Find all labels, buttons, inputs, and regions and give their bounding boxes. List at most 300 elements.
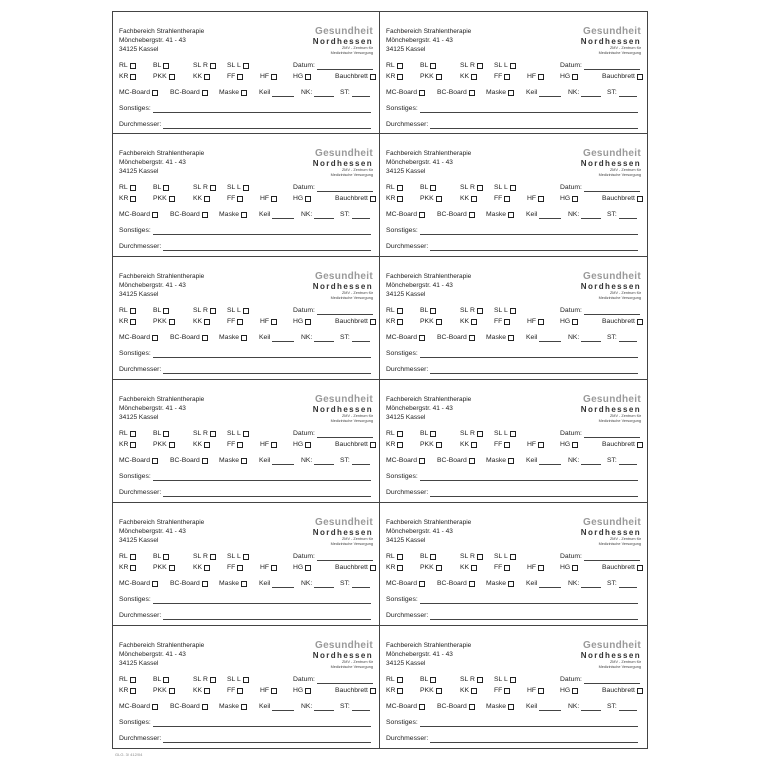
datum-line[interactable] — [584, 554, 640, 561]
st-field[interactable]: ST: — [340, 90, 370, 97]
keil-line[interactable] — [539, 581, 561, 588]
keil-line[interactable] — [539, 212, 561, 219]
checkbox-icon[interactable] — [471, 74, 477, 80]
bc-board-option[interactable]: BC-Board — [437, 581, 475, 588]
checkbox-icon[interactable] — [504, 74, 510, 80]
checkbox-icon[interactable] — [477, 308, 483, 314]
sonstiges-field[interactable]: Sonstiges: — [386, 228, 638, 235]
kk-option[interactable]: KK — [460, 319, 477, 326]
bauchbrett-option[interactable]: Bauchbrett — [602, 688, 643, 695]
sonstiges-field[interactable]: Sonstiges: — [119, 106, 371, 113]
rl-option[interactable]: RL — [386, 308, 403, 315]
checkbox-icon[interactable] — [477, 185, 483, 191]
keil-line[interactable] — [539, 704, 561, 711]
checkbox-icon[interactable] — [210, 308, 216, 314]
st-line[interactable] — [619, 704, 637, 711]
checkbox-icon[interactable] — [163, 677, 169, 683]
nk-line[interactable] — [581, 704, 601, 711]
checkbox-icon[interactable] — [508, 90, 514, 96]
checkbox-icon[interactable] — [271, 196, 277, 202]
checkbox-icon[interactable] — [637, 74, 643, 80]
st-line[interactable] — [619, 581, 637, 588]
checkbox-icon[interactable] — [241, 335, 247, 341]
kr-option[interactable]: KR — [386, 565, 403, 572]
checkbox-icon[interactable] — [397, 319, 403, 325]
bl-option[interactable]: BL — [420, 308, 436, 315]
durchmesser-line[interactable] — [430, 244, 638, 251]
checkbox-icon[interactable] — [430, 677, 436, 683]
checkbox-icon[interactable] — [243, 308, 249, 314]
bl-option[interactable]: BL — [153, 308, 169, 315]
keil-line[interactable] — [272, 458, 294, 465]
checkbox-icon[interactable] — [204, 565, 210, 571]
hg-option[interactable]: HG — [293, 319, 311, 326]
checkbox-icon[interactable] — [370, 442, 376, 448]
bc-board-option[interactable]: BC-Board — [170, 90, 208, 97]
pkk-option[interactable]: PKK — [420, 196, 442, 203]
nk-field[interactable]: NK: — [301, 704, 334, 711]
maske-option[interactable]: Maske — [486, 212, 514, 219]
hg-option[interactable]: HG — [293, 196, 311, 203]
mc-board-option[interactable]: MC-Board — [386, 212, 425, 219]
checkbox-icon[interactable] — [637, 688, 643, 694]
st-field[interactable]: ST: — [340, 581, 370, 588]
durchmesser-field[interactable]: Durchmesser: — [119, 736, 371, 743]
checkbox-icon[interactable] — [370, 688, 376, 694]
datum-field[interactable]: Datum: — [560, 677, 640, 684]
checkbox-icon[interactable] — [202, 704, 208, 710]
kr-option[interactable]: KR — [119, 196, 136, 203]
checkbox-icon[interactable] — [305, 196, 311, 202]
durchmesser-line[interactable] — [430, 367, 638, 374]
datum-line[interactable] — [584, 63, 640, 70]
checkbox-icon[interactable] — [430, 308, 436, 314]
hf-option[interactable]: HF — [527, 442, 544, 449]
checkbox-icon[interactable] — [169, 442, 175, 448]
checkbox-icon[interactable] — [397, 196, 403, 202]
durchmesser-line[interactable] — [163, 367, 371, 374]
checkbox-icon[interactable] — [637, 565, 643, 571]
datum-field[interactable]: Datum: — [293, 185, 373, 192]
checkbox-icon[interactable] — [430, 185, 436, 191]
bl-option[interactable]: BL — [420, 185, 436, 192]
checkbox-icon[interactable] — [572, 688, 578, 694]
durchmesser-line[interactable] — [430, 736, 638, 743]
checkbox-icon[interactable] — [271, 442, 277, 448]
checkbox-icon[interactable] — [471, 442, 477, 448]
checkbox-icon[interactable] — [271, 74, 277, 80]
sl-l-option[interactable]: SL L — [227, 185, 249, 192]
checkbox-icon[interactable] — [508, 335, 514, 341]
pkk-option[interactable]: PKK — [420, 442, 442, 449]
checkbox-icon[interactable] — [538, 74, 544, 80]
checkbox-icon[interactable] — [130, 74, 136, 80]
kk-option[interactable]: KK — [193, 319, 210, 326]
checkbox-icon[interactable] — [210, 185, 216, 191]
checkbox-icon[interactable] — [202, 90, 208, 96]
kr-option[interactable]: KR — [119, 319, 136, 326]
st-field[interactable]: ST: — [607, 212, 637, 219]
rl-option[interactable]: RL — [386, 431, 403, 438]
kr-option[interactable]: KR — [119, 565, 136, 572]
checkbox-icon[interactable] — [510, 308, 516, 314]
checkbox-icon[interactable] — [510, 185, 516, 191]
checkbox-icon[interactable] — [538, 319, 544, 325]
st-field[interactable]: ST: — [607, 581, 637, 588]
checkbox-icon[interactable] — [237, 319, 243, 325]
checkbox-icon[interactable] — [237, 688, 243, 694]
kr-option[interactable]: KR — [119, 688, 136, 695]
checkbox-icon[interactable] — [169, 196, 175, 202]
datum-line[interactable] — [317, 677, 373, 684]
keil-field[interactable]: Keil — [259, 212, 294, 219]
keil-line[interactable] — [272, 335, 294, 342]
nk-line[interactable] — [314, 212, 334, 219]
datum-field[interactable]: Datum: — [560, 431, 640, 438]
checkbox-icon[interactable] — [130, 688, 136, 694]
checkbox-icon[interactable] — [305, 319, 311, 325]
sonstiges-field[interactable]: Sonstiges: — [119, 228, 371, 235]
checkbox-icon[interactable] — [471, 565, 477, 571]
sonstiges-line[interactable] — [153, 106, 371, 113]
checkbox-icon[interactable] — [419, 458, 425, 464]
kr-option[interactable]: KR — [386, 196, 403, 203]
nk-field[interactable]: NK: — [568, 458, 601, 465]
st-line[interactable] — [619, 458, 637, 465]
mc-board-option[interactable]: MC-Board — [119, 704, 158, 711]
datum-line[interactable] — [584, 185, 640, 192]
st-line[interactable] — [352, 90, 370, 97]
maske-option[interactable]: Maske — [219, 212, 247, 219]
checkbox-icon[interactable] — [243, 554, 249, 560]
pkk-option[interactable]: PKK — [153, 565, 175, 572]
keil-line[interactable] — [272, 581, 294, 588]
datum-field[interactable]: Datum: — [560, 308, 640, 315]
nk-line[interactable] — [581, 335, 601, 342]
checkbox-icon[interactable] — [430, 63, 436, 69]
bauchbrett-option[interactable]: Bauchbrett — [602, 196, 643, 203]
durchmesser-field[interactable]: Durchmesser: — [386, 244, 638, 251]
durchmesser-field[interactable]: Durchmesser: — [119, 490, 371, 497]
checkbox-icon[interactable] — [169, 319, 175, 325]
st-line[interactable] — [352, 581, 370, 588]
checkbox-icon[interactable] — [130, 565, 136, 571]
checkbox-icon[interactable] — [237, 442, 243, 448]
sonstiges-line[interactable] — [420, 474, 638, 481]
sonstiges-field[interactable]: Sonstiges: — [119, 720, 371, 727]
mc-board-option[interactable]: MC-Board — [386, 581, 425, 588]
rl-option[interactable]: RL — [386, 554, 403, 561]
checkbox-icon[interactable] — [370, 196, 376, 202]
bauchbrett-option[interactable]: Bauchbrett — [602, 319, 643, 326]
mc-board-option[interactable]: MC-Board — [119, 581, 158, 588]
st-line[interactable] — [619, 212, 637, 219]
sonstiges-field[interactable]: Sonstiges: — [386, 720, 638, 727]
hg-option[interactable]: HG — [293, 74, 311, 81]
durchmesser-line[interactable] — [430, 490, 638, 497]
checkbox-icon[interactable] — [130, 185, 136, 191]
nk-line[interactable] — [314, 335, 334, 342]
checkbox-icon[interactable] — [471, 196, 477, 202]
checkbox-icon[interactable] — [471, 688, 477, 694]
checkbox-icon[interactable] — [572, 74, 578, 80]
sonstiges-line[interactable] — [153, 351, 371, 358]
pkk-option[interactable]: PKK — [420, 688, 442, 695]
maske-option[interactable]: Maske — [219, 458, 247, 465]
maske-option[interactable]: Maske — [219, 581, 247, 588]
checkbox-icon[interactable] — [508, 212, 514, 218]
checkbox-icon[interactable] — [169, 565, 175, 571]
sl-r-option[interactable]: SL R — [193, 431, 216, 438]
checkbox-icon[interactable] — [237, 565, 243, 571]
bl-option[interactable]: BL — [420, 554, 436, 561]
bc-board-option[interactable]: BC-Board — [437, 458, 475, 465]
durchmesser-field[interactable]: Durchmesser: — [119, 122, 371, 129]
pkk-option[interactable]: PKK — [153, 196, 175, 203]
checkbox-icon[interactable] — [237, 196, 243, 202]
checkbox-icon[interactable] — [152, 581, 158, 587]
nk-line[interactable] — [581, 90, 601, 97]
checkbox-icon[interactable] — [130, 442, 136, 448]
kk-option[interactable]: KK — [193, 688, 210, 695]
checkbox-icon[interactable] — [204, 319, 210, 325]
kk-option[interactable]: KK — [460, 565, 477, 572]
pkk-option[interactable]: PKK — [420, 319, 442, 326]
checkbox-icon[interactable] — [152, 90, 158, 96]
checkbox-icon[interactable] — [169, 688, 175, 694]
bl-option[interactable]: BL — [420, 431, 436, 438]
mc-board-option[interactable]: MC-Board — [119, 212, 158, 219]
checkbox-icon[interactable] — [169, 74, 175, 80]
checkbox-icon[interactable] — [510, 677, 516, 683]
rl-option[interactable]: RL — [119, 63, 136, 70]
hg-option[interactable]: HG — [560, 688, 578, 695]
st-field[interactable]: ST: — [607, 90, 637, 97]
checkbox-icon[interactable] — [469, 212, 475, 218]
mc-board-option[interactable]: MC-Board — [119, 335, 158, 342]
nk-field[interactable]: NK: — [568, 212, 601, 219]
pkk-option[interactable]: PKK — [153, 319, 175, 326]
durchmesser-field[interactable]: Durchmesser: — [119, 613, 371, 620]
hf-option[interactable]: HF — [260, 565, 277, 572]
hf-option[interactable]: HF — [527, 319, 544, 326]
keil-line[interactable] — [272, 90, 294, 97]
checkbox-icon[interactable] — [572, 319, 578, 325]
hf-option[interactable]: HF — [260, 688, 277, 695]
checkbox-icon[interactable] — [477, 554, 483, 560]
hg-option[interactable]: HG — [560, 319, 578, 326]
checkbox-icon[interactable] — [538, 688, 544, 694]
sl-l-option[interactable]: SL L — [494, 308, 516, 315]
datum-line[interactable] — [317, 308, 373, 315]
maske-option[interactable]: Maske — [486, 458, 514, 465]
checkbox-icon[interactable] — [305, 688, 311, 694]
datum-line[interactable] — [317, 554, 373, 561]
bc-board-option[interactable]: BC-Board — [170, 581, 208, 588]
checkbox-icon[interactable] — [271, 688, 277, 694]
st-field[interactable]: ST: — [340, 212, 370, 219]
datum-field[interactable]: Datum: — [293, 677, 373, 684]
checkbox-icon[interactable] — [305, 565, 311, 571]
hf-option[interactable]: HF — [527, 74, 544, 81]
bc-board-option[interactable]: BC-Board — [437, 704, 475, 711]
checkbox-icon[interactable] — [210, 63, 216, 69]
checkbox-icon[interactable] — [477, 677, 483, 683]
hg-option[interactable]: HG — [560, 565, 578, 572]
sonstiges-field[interactable]: Sonstiges: — [386, 474, 638, 481]
sl-r-option[interactable]: SL R — [460, 63, 483, 70]
checkbox-icon[interactable] — [243, 185, 249, 191]
sl-l-option[interactable]: SL L — [227, 308, 249, 315]
hf-option[interactable]: HF — [527, 196, 544, 203]
checkbox-icon[interactable] — [436, 319, 442, 325]
checkbox-icon[interactable] — [419, 581, 425, 587]
checkbox-icon[interactable] — [572, 442, 578, 448]
sonstiges-line[interactable] — [420, 228, 638, 235]
mc-board-option[interactable]: MC-Board — [386, 90, 425, 97]
checkbox-icon[interactable] — [130, 431, 136, 437]
nk-line[interactable] — [581, 212, 601, 219]
kk-option[interactable]: KK — [460, 688, 477, 695]
bauchbrett-option[interactable]: Bauchbrett — [602, 74, 643, 81]
hf-option[interactable]: HF — [527, 688, 544, 695]
checkbox-icon[interactable] — [163, 554, 169, 560]
hf-option[interactable]: HF — [260, 319, 277, 326]
checkbox-icon[interactable] — [397, 554, 403, 560]
sl-l-option[interactable]: SL L — [494, 63, 516, 70]
nk-field[interactable]: NK: — [568, 90, 601, 97]
sonstiges-field[interactable]: Sonstiges: — [119, 351, 371, 358]
bc-board-option[interactable]: BC-Board — [437, 90, 475, 97]
sl-l-option[interactable]: SL L — [494, 431, 516, 438]
st-field[interactable]: ST: — [340, 335, 370, 342]
st-line[interactable] — [352, 458, 370, 465]
mc-board-option[interactable]: MC-Board — [119, 90, 158, 97]
sonstiges-line[interactable] — [420, 597, 638, 604]
checkbox-icon[interactable] — [510, 431, 516, 437]
checkbox-icon[interactable] — [271, 565, 277, 571]
checkbox-icon[interactable] — [210, 677, 216, 683]
checkbox-icon[interactable] — [436, 565, 442, 571]
checkbox-icon[interactable] — [477, 63, 483, 69]
checkbox-icon[interactable] — [508, 581, 514, 587]
sl-l-option[interactable]: SL L — [227, 63, 249, 70]
ff-option[interactable]: FF — [227, 442, 243, 449]
datum-field[interactable]: Datum: — [293, 63, 373, 70]
kr-option[interactable]: KR — [386, 74, 403, 81]
checkbox-icon[interactable] — [469, 335, 475, 341]
checkbox-icon[interactable] — [241, 704, 247, 710]
sonstiges-field[interactable]: Sonstiges: — [386, 106, 638, 113]
mc-board-option[interactable]: MC-Board — [386, 458, 425, 465]
pkk-option[interactable]: PKK — [153, 688, 175, 695]
checkbox-icon[interactable] — [397, 308, 403, 314]
checkbox-icon[interactable] — [130, 554, 136, 560]
durchmesser-field[interactable]: Durchmesser: — [386, 122, 638, 129]
bl-option[interactable]: BL — [420, 677, 436, 684]
checkbox-icon[interactable] — [469, 458, 475, 464]
sl-l-option[interactable]: SL L — [227, 677, 249, 684]
ff-option[interactable]: FF — [227, 196, 243, 203]
checkbox-icon[interactable] — [271, 319, 277, 325]
hg-option[interactable]: HG — [560, 196, 578, 203]
sonstiges-line[interactable] — [153, 597, 371, 604]
mc-board-option[interactable]: MC-Board — [119, 458, 158, 465]
checkbox-icon[interactable] — [130, 196, 136, 202]
checkbox-icon[interactable] — [163, 308, 169, 314]
sonstiges-line[interactable] — [420, 106, 638, 113]
bc-board-option[interactable]: BC-Board — [170, 335, 208, 342]
sonstiges-field[interactable]: Sonstiges: — [386, 351, 638, 358]
bc-board-option[interactable]: BC-Board — [170, 458, 208, 465]
keil-field[interactable]: Keil — [526, 458, 561, 465]
datum-line[interactable] — [584, 308, 640, 315]
keil-line[interactable] — [539, 335, 561, 342]
checkbox-icon[interactable] — [241, 581, 247, 587]
kr-option[interactable]: KR — [119, 74, 136, 81]
st-line[interactable] — [352, 212, 370, 219]
datum-line[interactable] — [584, 677, 640, 684]
maske-option[interactable]: Maske — [486, 90, 514, 97]
bauchbrett-option[interactable]: Bauchbrett — [335, 319, 376, 326]
sl-r-option[interactable]: SL R — [193, 63, 216, 70]
keil-field[interactable]: Keil — [259, 458, 294, 465]
st-line[interactable] — [352, 335, 370, 342]
kk-option[interactable]: KK — [193, 196, 210, 203]
checkbox-icon[interactable] — [538, 565, 544, 571]
hf-option[interactable]: HF — [260, 442, 277, 449]
bl-option[interactable]: BL — [153, 554, 169, 561]
sonstiges-line[interactable] — [420, 720, 638, 727]
maske-option[interactable]: Maske — [486, 335, 514, 342]
sl-l-option[interactable]: SL L — [227, 554, 249, 561]
checkbox-icon[interactable] — [538, 196, 544, 202]
checkbox-icon[interactable] — [370, 565, 376, 571]
checkbox-icon[interactable] — [202, 581, 208, 587]
bauchbrett-option[interactable]: Bauchbrett — [335, 688, 376, 695]
checkbox-icon[interactable] — [204, 688, 210, 694]
sonstiges-field[interactable]: Sonstiges: — [119, 597, 371, 604]
bauchbrett-option[interactable]: Bauchbrett — [335, 565, 376, 572]
checkbox-icon[interactable] — [204, 196, 210, 202]
kk-option[interactable]: KK — [460, 442, 477, 449]
rl-option[interactable]: RL — [119, 677, 136, 684]
st-line[interactable] — [619, 335, 637, 342]
bc-board-option[interactable]: BC-Board — [437, 335, 475, 342]
ff-option[interactable]: FF — [227, 74, 243, 81]
checkbox-icon[interactable] — [436, 688, 442, 694]
keil-field[interactable]: Keil — [526, 90, 561, 97]
hf-option[interactable]: HF — [260, 74, 277, 81]
st-line[interactable] — [619, 90, 637, 97]
sl-r-option[interactable]: SL R — [193, 554, 216, 561]
bc-board-option[interactable]: BC-Board — [170, 212, 208, 219]
rl-option[interactable]: RL — [386, 677, 403, 684]
checkbox-icon[interactable] — [152, 335, 158, 341]
checkbox-icon[interactable] — [419, 335, 425, 341]
kk-option[interactable]: KK — [460, 74, 477, 81]
sl-r-option[interactable]: SL R — [193, 185, 216, 192]
checkbox-icon[interactable] — [370, 319, 376, 325]
sonstiges-line[interactable] — [153, 720, 371, 727]
checkbox-icon[interactable] — [419, 212, 425, 218]
mc-board-option[interactable]: MC-Board — [386, 704, 425, 711]
datum-field[interactable]: Datum: — [293, 431, 373, 438]
bl-option[interactable]: BL — [420, 63, 436, 70]
nk-field[interactable]: NK: — [568, 581, 601, 588]
checkbox-icon[interactable] — [152, 212, 158, 218]
keil-field[interactable]: Keil — [259, 581, 294, 588]
